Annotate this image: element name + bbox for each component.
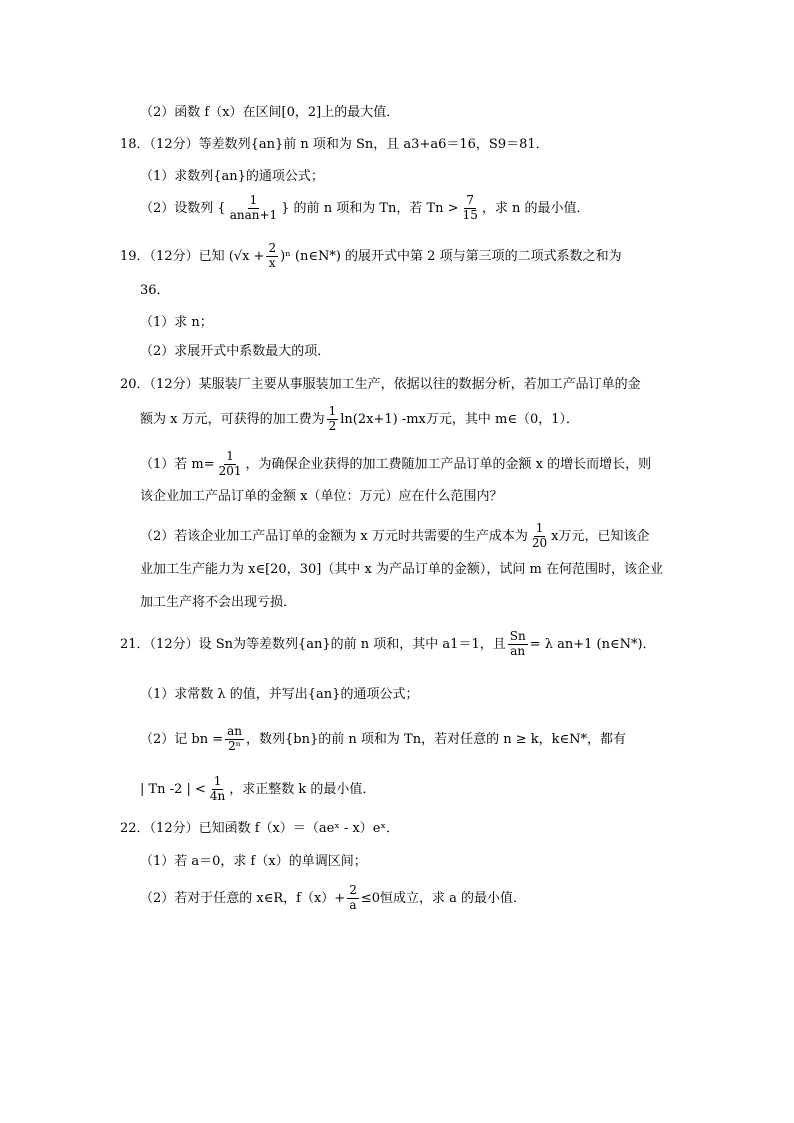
q22-stem: 22．（12分）已知函数 f（x）＝（aeˣ - x）eˣ． xyxy=(120,821,400,836)
fraction: $\frac{1}{201}$ xyxy=(218,449,242,478)
q20-part2-cont2: 加工生产将不会出现亏损． xyxy=(140,595,297,610)
q18-part1: （1）求数列{an}的通项公式； xyxy=(140,169,324,184)
fraction: $\frac{1}{2}$ xyxy=(328,404,337,433)
q21-part1: （1）求常数 λ 的值，并写出{an}的通项公式； xyxy=(140,687,419,702)
q18-part2: （2）设数列 { $\frac{1}{\text{anan+1}}$ } 的前 n 项和为 Tn，若 Tn > $\frac{7}{15}$ ，求 n 的最小值． xyxy=(140,193,590,222)
q20-part1-cont: 该企业加工产品订单的金额 x（单位：万元）应在什么范围内？ xyxy=(140,489,503,504)
q22-part2: （2）若对于任意的 x∈R，f（x）+ $\frac{2}{a}$ ≤0恒成立，求 a 的最小值． xyxy=(140,883,527,912)
q20-part2: （2）若该企业加工产品订单的金额为 x 万元时共需要的生产成本为 $\frac{1}{20}$ x万元，已知该企 xyxy=(140,521,650,550)
q18-stem: 18．（12分）等差数列{an}前 n 项和为 Sn，且 a3+a6＝16，S9＝81． xyxy=(120,137,549,152)
q20-part2-cont1: 业加工生产能力为 x∈[20，30]（其中 x 为产品订单的金额），试问 m 在何范围时，该企业 xyxy=(140,562,664,577)
fraction: $\frac{1}{\text{anan+1}}$ xyxy=(229,193,278,222)
q19-part2: （2）求展开式中系数最大的项． xyxy=(140,344,331,359)
q20-stem: 20．（12分）某服装厂主要从事服装加工生产，依据以往的数据分析，若加工产品订单的金 xyxy=(120,377,641,392)
fraction: $\frac{Sn}{an}$ xyxy=(509,629,526,658)
fraction: $\frac{an}{\text{2ⁿ}}$ xyxy=(227,724,243,753)
q17-part2: （2）函数 f（x）在区间[0，2]上的最大值． xyxy=(140,105,400,120)
fraction: $\frac{1}{20}$ xyxy=(531,521,548,550)
q19-stem-cont: 36． xyxy=(140,283,170,298)
fraction: $\frac{2}{x}$ xyxy=(268,241,277,270)
q21-part2-cont: | Tn -2 | < $\frac{1}{4n}$ ，求正整数 k 的最小值． xyxy=(140,774,376,803)
fraction: $\frac{7}{15}$ xyxy=(462,193,478,222)
fraction: $\frac{2}{a}$ xyxy=(349,883,357,912)
q21-part2: （2）记 bn = $\frac{an}{\text{2ⁿ}}$ ，数列{bn}的前 n 项和为 Tn，若对任意的 n ≥ k，k∈N*，都有 xyxy=(140,724,626,753)
q20-part1: （1）若 m= $\frac{1}{201}$ ，为确保企业获得的加工费随加工产品订单的金额 x 的增长而增长，则 xyxy=(140,449,652,478)
q22-part1: （1）若 a＝0，求 f（x）的单调区间； xyxy=(140,854,367,869)
q19-stem: 19．（12分）已知 (√x + $\frac{2}{x}$ )ⁿ (n∈N*) 的展开式中第 2 项与第三项的二项式系数之和为 xyxy=(120,241,622,270)
q20-stem-cont: 额为 x 万元，可获得的加工费为 $\frac{1}{2}$ ln(2x+1) -mx万元，其中 m∈（0，1）． xyxy=(140,404,579,433)
fraction: $\frac{1}{4n}$ xyxy=(209,774,226,803)
q21-stem: 21．（12分）设 Sn为等差数列{an}的前 n 项和，其中 a1＝1，且 $\frac{Sn}{an}$ = λ an+1 (n∈N*)． xyxy=(120,629,656,658)
q19-part1: （1）求 n； xyxy=(140,315,213,330)
